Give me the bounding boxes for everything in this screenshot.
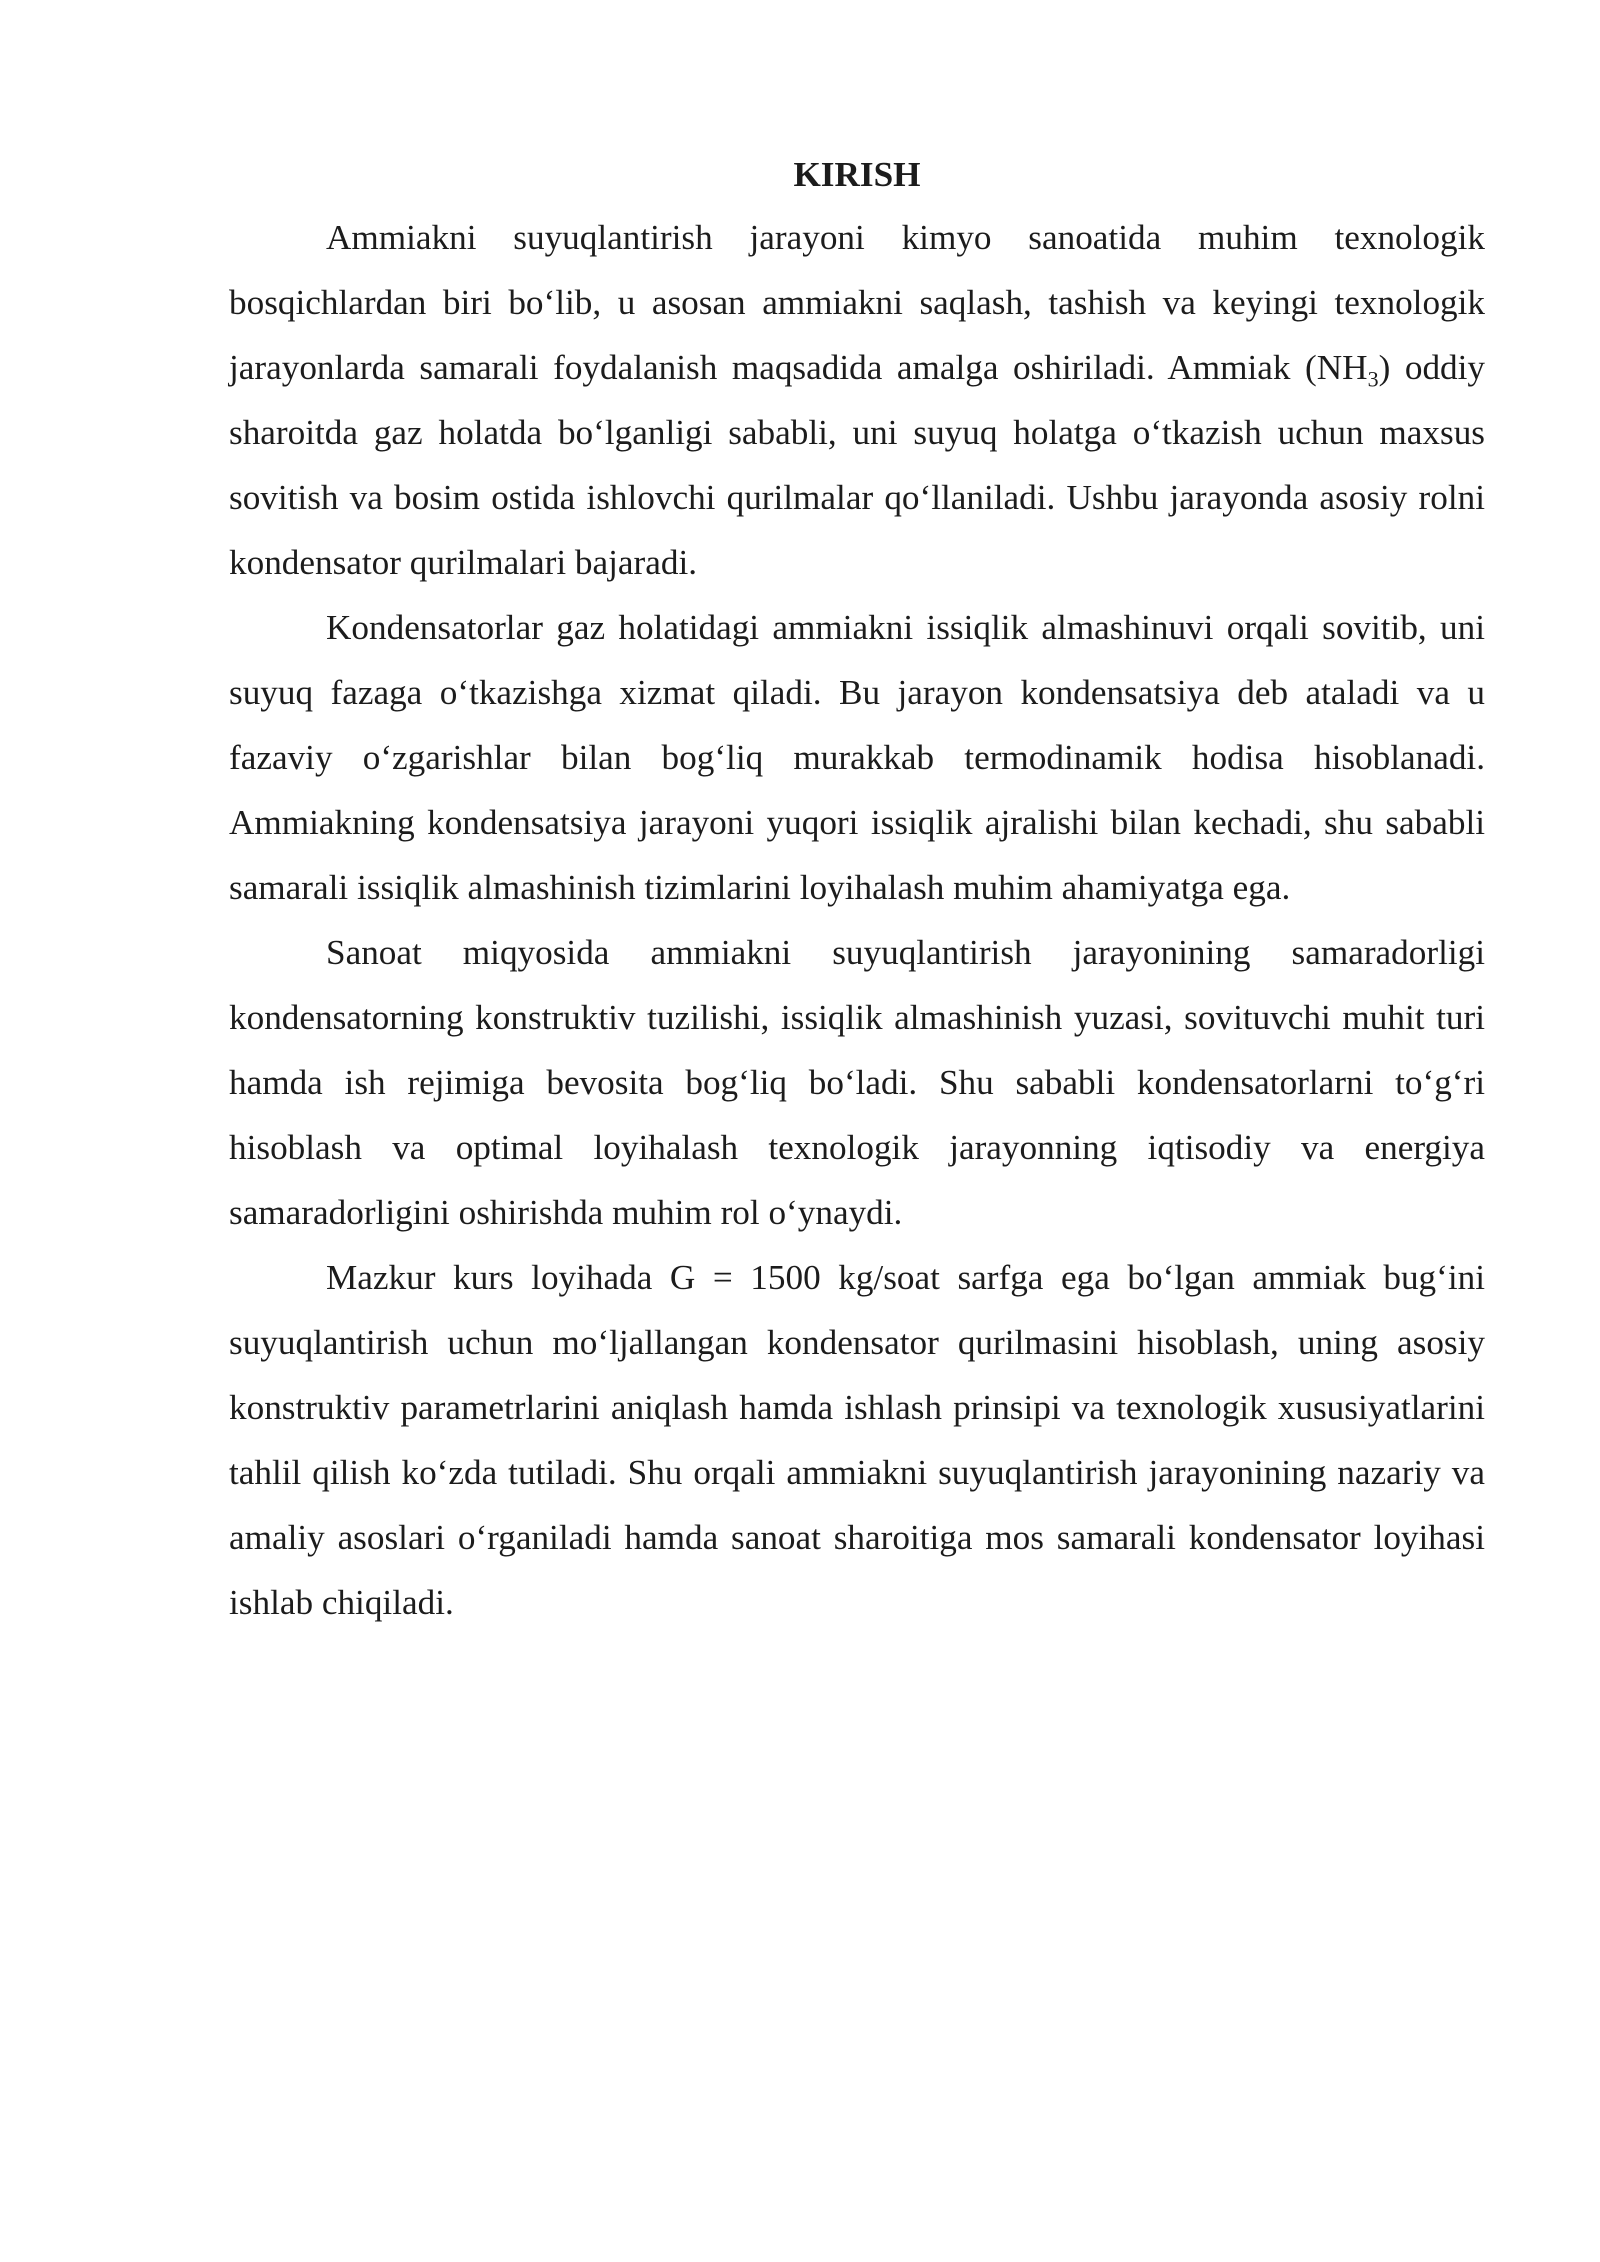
- section-title: KIRISH: [793, 155, 921, 194]
- paragraph-1: [229, 205, 1485, 595]
- paragraph-1-subscript: 3: [1367, 366, 1379, 392]
- paragraph-1-text-after: ) oddiy sharoitda gaz holatda bo‘lganligi sababli, uni suyuq holatga o‘tkazish uchun maxsus sovitish va bosim ostida ishlovchi qurilmalar qo‘llaniladi. Ushbu jarayonda asosiy rolni kondensator qurilmalari bajaradi.: [229, 348, 1485, 582]
- paragraph-1-text-before: Ammiakni suyuqlantirish jarayoni kimyo sanoatida muhim texnologik bosqichlardan biri bo‘lib, u asosan ammiakni saqlash, tashish va keyingi texnologik jarayonlarda samarali foydalanish maqsadida amalga oshiriladi. Ammiak (NH: [229, 218, 1485, 387]
- paragraph-4: Mazkur kurs loyihada G = 1500 kg/soat sarfga ega bo‘lgan ammiak bug‘ini suyuqlantirish uchun mo‘ljallangan kondensator qurilmasini hisoblash, uning asosiy konstruktiv parametrlarini aniqlash hamda ishlash prinsipi va texnologik xususiyatlarini tahlil qilish ko‘zda tutiladi. Shu orqali ammiakni suyuqlantirish jarayonining nazariy va amaliy asoslari o‘rganiladi hamda sanoat sharoitiga mos samarali kondensator loyihasi ishlab chiqiladi.: [229, 1258, 1485, 1622]
- document-body: [229, 150, 1485, 1635]
- paragraph-3: Sanoat miqyosida ammiakni suyuqlantirish jarayonining samaradorligi kondensatorning konstruktiv tuzilishi, issiqlik almashinish yuzasi, sovituvchi muhit turi hamda ish rejimiga bevosita bog‘liq bo‘ladi. Shu sababli kondensatorlarni to‘g‘ri hisoblash va optimal loyihalash texnologik jarayonning iqtisodiy va energiya samaradorligini oshirishda muhim rol o‘ynaydi.: [229, 933, 1485, 1232]
- paragraph-2: Kondensatorlar gaz holatidagi ammiakni issiqlik almashinuvi orqali sovitib, uni suyuq fazaga o‘tkazishga xizmat qiladi. Bu jarayon kondensatsiya deb ataladi va u fazaviy o‘zgarishlar bilan bog‘liq murakkab termodinamik hodisa hisoblanadi. Ammiakning kondensatsiya jarayoni yuqori issiqlik ajralishi bilan kechadi, shu sababli samarali issiqlik almashinish tizimlarini loyihalash muhim ahamiyatga ega.: [229, 608, 1485, 907]
